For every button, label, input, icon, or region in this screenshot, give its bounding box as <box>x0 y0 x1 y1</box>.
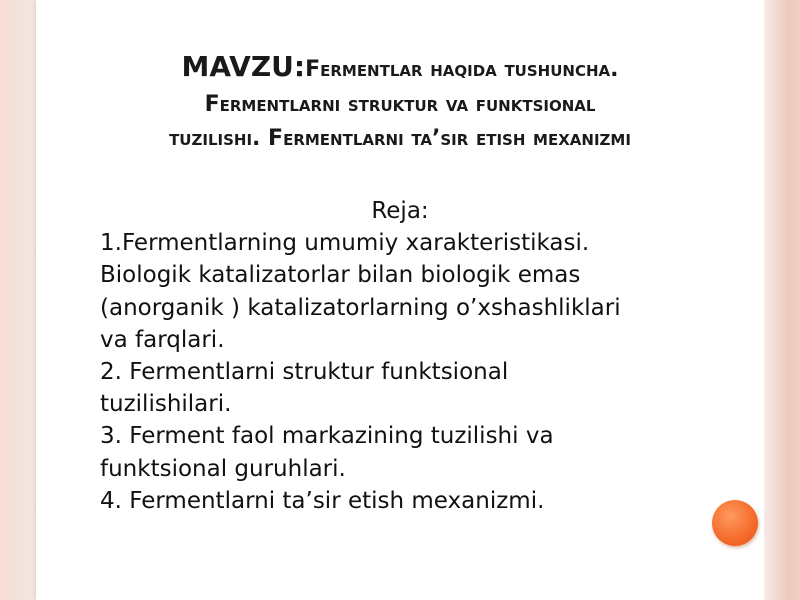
slide-content <box>100 195 700 517</box>
right-border-decoration <box>764 0 800 600</box>
plan-line: (anorganik ) katalizatorlarning o’xshashliklari <box>100 294 621 321</box>
left-border-decoration <box>0 0 36 600</box>
plan-line: 4. Fermentlarni ta’sir etish mexanizmi. <box>100 487 545 514</box>
plan-line: 3. Ferment faol markazining tuzilishi va <box>100 423 554 450</box>
plan-line: tuzilishilari. <box>100 391 232 418</box>
orange-circle-decoration <box>712 500 758 546</box>
plan-line: 2. Fermentlarni struktur funktsional <box>100 359 509 386</box>
plan-heading: Reja: <box>371 198 429 224</box>
title-prefix: MAVZU: <box>181 50 306 83</box>
plan-line: funktsional guruhlari. <box>100 455 346 482</box>
title-topic: Fermentlar haqida tushuncha. <box>305 57 619 82</box>
title-line-1 <box>56 50 744 88</box>
plan-line: 1.Fermentlarning umumiy xarakteristikasi. <box>100 230 590 257</box>
slide-page <box>36 0 764 600</box>
slide-title <box>56 50 744 156</box>
title-line-3: tuzilishi. Fermentlarni ta’sir etish mexanizmi <box>169 126 631 151</box>
plan-line: Biologik katalizatorlar bilan biologik emas <box>100 262 581 289</box>
plan-line: va farqlari. <box>100 326 225 353</box>
title-line-2: Fermentlarni struktur va funktsional <box>204 92 596 117</box>
